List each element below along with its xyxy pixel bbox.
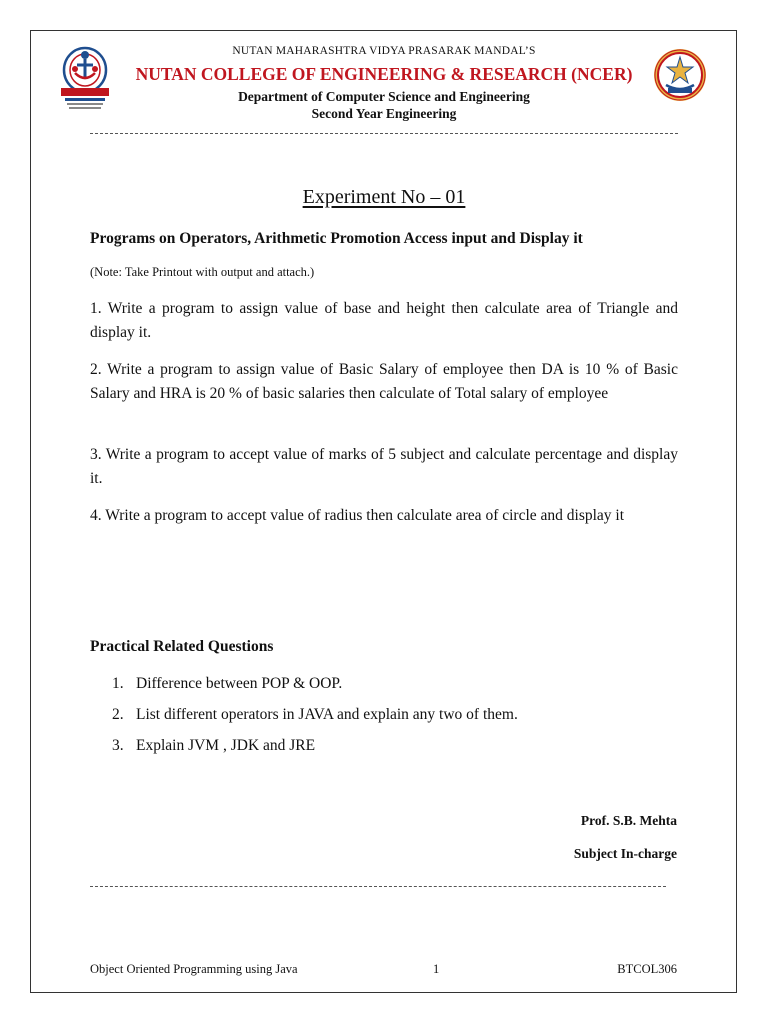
year-label: Second Year Engineering	[311, 106, 457, 121]
question-item	[112, 737, 315, 755]
college-name: NUTAN COLLEGE OF ENGINEERING & RESEARCH (NCER)	[135, 64, 633, 84]
question-item	[112, 675, 342, 693]
header-divider	[90, 133, 678, 134]
footer-page-number: 1	[433, 962, 440, 976]
question-number: 1.	[112, 675, 124, 692]
signature-role: Subject In-charge	[573, 846, 677, 861]
experiment-topic: Programs on Operators, Arithmetic Promotion Access input and Display it	[90, 230, 583, 247]
experiment-note: (Note: Take Printout with output and attach.)	[90, 265, 315, 279]
footer-divider	[90, 886, 666, 887]
question-number: 3.	[112, 737, 124, 754]
experiment-title: Experiment No – 01	[302, 186, 466, 208]
task-item-4: 4. Write a program to accept value of radius then calculate area of circle and display it	[90, 507, 625, 524]
task-item-3: 3. Write a program to accept value of marks of 5 subject and calculate percentage and display it.	[90, 446, 678, 487]
trust-name: NUTAN MAHARASHTRA VIDYA PRASARAK MANDAL’S	[232, 45, 536, 57]
department-name: Department of Computer Science and Engineering	[238, 89, 530, 104]
task-item-2: 2. Write a program to assign value of Basic Salary of employee then DA is 10 % of Basic Salary and HRA is 20 % of basic salaries then calculate of Total salary of employee	[90, 361, 678, 402]
footer-course-code: BTCOL306	[617, 962, 677, 976]
question-text: Difference between POP & OOP.	[136, 675, 343, 692]
question-text: Explain JVM , JDK and JRE	[136, 737, 316, 754]
footer-subject: Object Oriented Programming using Java	[90, 962, 298, 976]
signature-name: Prof. S.B. Mehta	[580, 813, 677, 828]
question-number: 2.	[112, 706, 124, 723]
question-item	[112, 706, 518, 724]
questions-heading: Practical Related Questions	[90, 638, 274, 655]
task-item-1: 1. Write a program to assign value of base and height then calculate area of Triangle and display it.	[90, 300, 678, 341]
question-text: List different operators in JAVA and explain any two of them.	[136, 706, 518, 723]
